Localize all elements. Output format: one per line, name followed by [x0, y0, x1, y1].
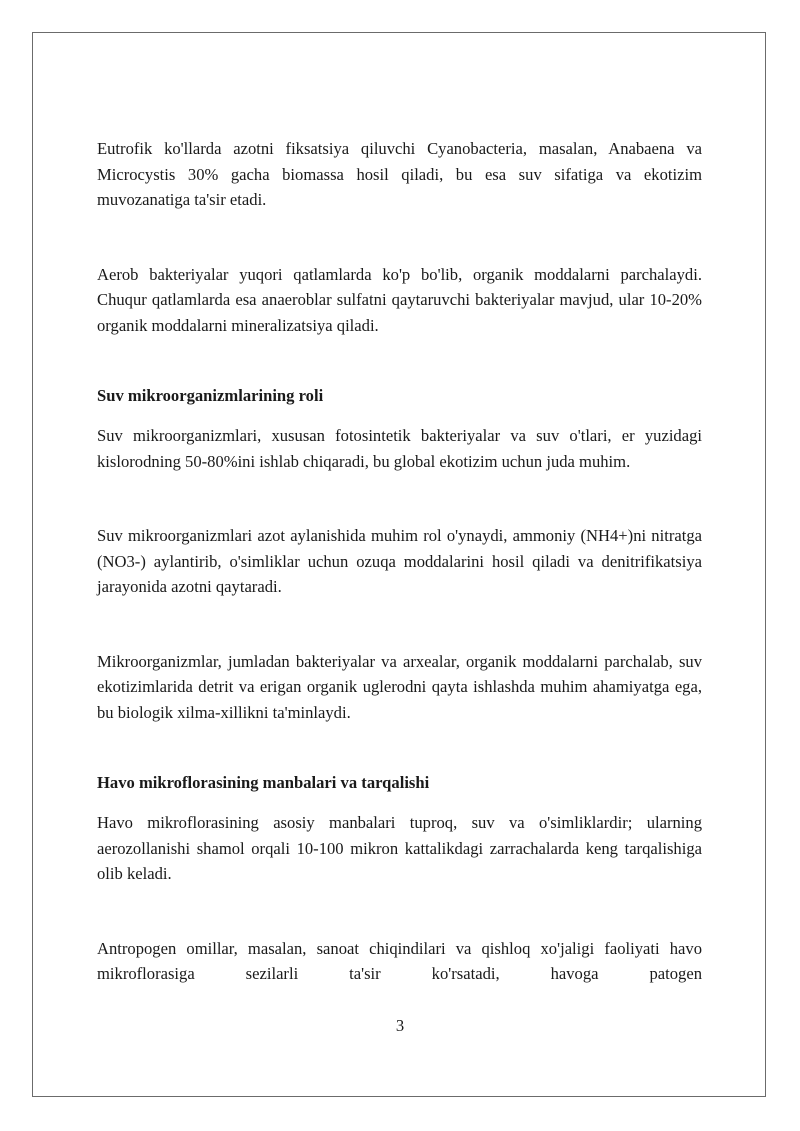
paragraph-kislorod: Suv mikroorganizmlari, xususan fotosintetik bakteriyalar va suv o'tlari, er yuzidagi kislorodning 50-80%ini ishlab chiqaradi, bu global ekotizim uchun juda muhim.: [97, 426, 702, 471]
paragraph-azot: Suv mikroorganizmlari azot aylanishida muhim rol o'ynaydi, ammoniy (NH4+)ni nitratga (NO3-) aylantirib, o'simliklar uchun ozuqa moddalarini hosil qiladi va denitrifikatsiya jarayonida azotni qaytaradi.: [97, 526, 702, 596]
page-number: 3: [395, 1016, 405, 1035]
page-content: [97, 136, 702, 987]
paragraph-aerob: Aerob bakteriyalar yuqori qatlamlarda ko'p bo'lib, organik moddalarni parchalaydi. Chuqur qatlamlarda esa anaeroblar sulfatni qaytaruvchi bakteriyalar mavjud, ular 10-20% organik moddalarni mineralizatsiya qiladi.: [97, 264, 702, 335]
paragraph-mikroorganizmlar: Mikroorganizmlar, jumladan bakteriyalar va arxealar, organik moddalarni parchalab, suv ekotizimlarida detrit va erigan organik uglerodni qayta ishlashda muhim ahamiyatga ega, bu biologik xilma-xillikni ta'minlaydi.: [97, 651, 702, 722]
section-heading-havo-mikroflorasi: Havo mikroflorasining manbalari va tarqalishi: [97, 773, 430, 792]
paragraph-eutrofik: Eutrofik ko'llarda azotni fiksatsiya qiluvchi Cyanobacteria, masalan, Anabaena va Microcystis 30% gacha biomassa hosil qiladi, bu esa suv sifatiga va ekotizim muvozanatiga ta'sir etadi.: [97, 139, 702, 209]
section-heading-suv-mikroorganizmlari: Suv mikroorganizmlarining roli: [97, 386, 324, 405]
paragraph-havo-manbalari: Havo mikroflorasining asosiy manbalari tuproq, suv va o'simliklardir; ularning aerozollanishi shamol orqali 10-100 mikron kattalikdagi zarrachalarda keng tarqalishiga olib keladi.: [97, 813, 702, 883]
paragraph-antropogen: Antropogen omillar, masalan, sanoat chiqindilari va qishloq xo'jaligi faoliyati havo mikroflorasiga sezilarli ta'sir ko'rsatadi, havoga patogen: [97, 938, 702, 983]
